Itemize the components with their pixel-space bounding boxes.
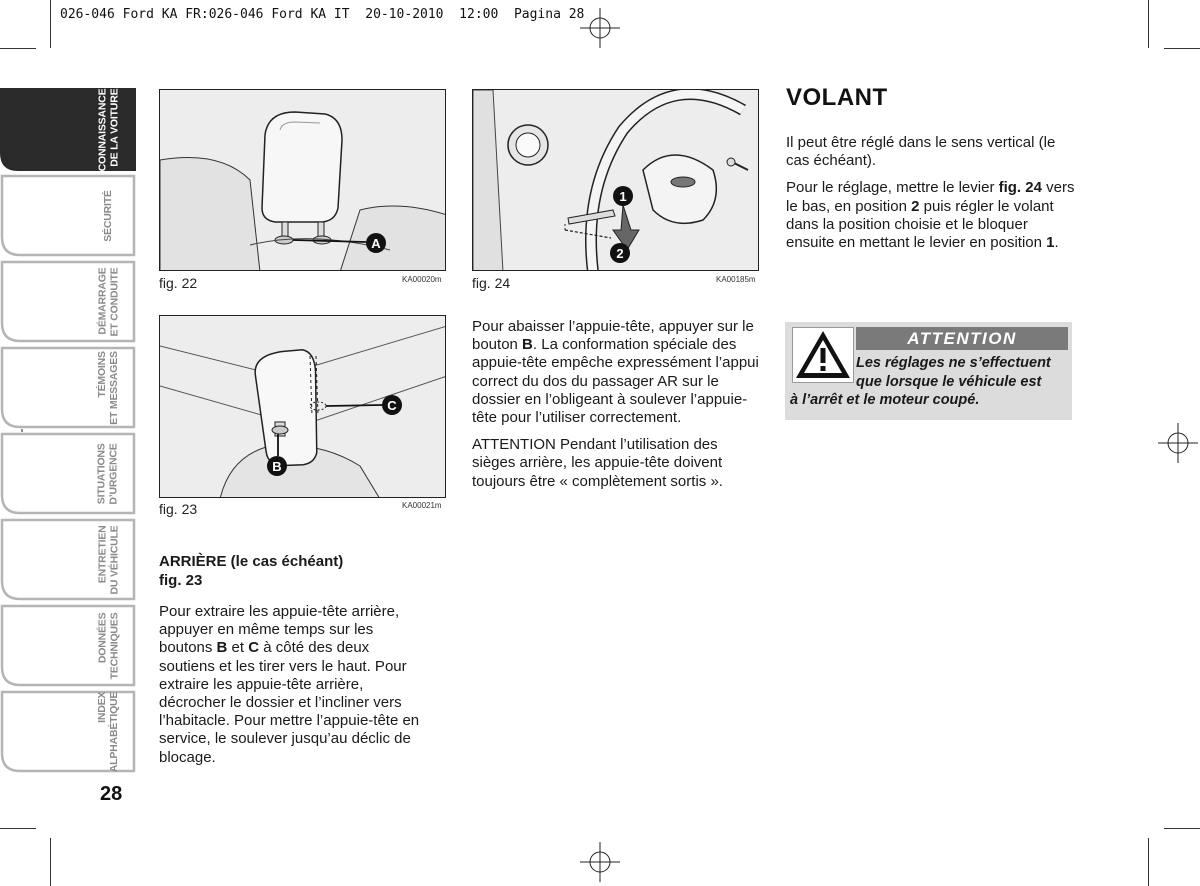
heading-line-1: ARRIÈRE (le cas échéant) xyxy=(159,553,344,570)
callout-c: C xyxy=(387,398,397,413)
figure-22-caption: fig. 22 xyxy=(159,275,198,291)
section-title-volant: VOLANT xyxy=(786,84,888,111)
tab-label: DONNÉES TECHNIQUES xyxy=(96,612,120,679)
tab-entretien[interactable] xyxy=(0,518,136,601)
tab-label: INDEX ALPHABÉTIQUE xyxy=(96,691,120,772)
figure-22-code: KA00020m xyxy=(402,275,442,284)
figure-24-code: KA00185m xyxy=(716,275,756,284)
crop-mark xyxy=(0,48,36,49)
figure-23-caption: fig. 23 xyxy=(159,501,198,517)
lower-headrest-paragraph: Pour abaisser l’appuie-tête, appuyer sur le bouton B. La conformation spéciale des appuie-tête empêche expressément l’appui correct du dos du passager AR sur le dossier en l’obligeant à soulever l’appuie-tête pour l’utiliser correctement. xyxy=(472,318,759,427)
attention-text: Les réglages ne s’effectuent que lorsque le véhicule est à l’arrêt et le moteur coupé. xyxy=(790,355,1051,408)
crop-mark xyxy=(50,838,51,886)
figure-24-caption: fig. 24 xyxy=(472,275,511,291)
attention-title: ATTENTION xyxy=(856,327,1068,350)
print-header: 026-046 Ford KA FR:026-046 Ford KA IT 20-10-2010 12:00 Pagina 28 xyxy=(60,7,585,22)
crop-mark xyxy=(1148,0,1149,48)
figure-23-code: KA00021m xyxy=(402,501,442,510)
registration-mark-icon xyxy=(1158,423,1198,463)
tab-temoins[interactable] xyxy=(0,346,136,429)
figure-22 xyxy=(159,89,446,271)
tab-label: SÉCURITÉ xyxy=(102,189,114,242)
tab-index[interactable] xyxy=(0,690,136,773)
tab-label: DÉMARRAGE ET CONDUITE xyxy=(96,267,120,336)
rear-headrest-heading xyxy=(159,553,343,590)
callout-2: 2 xyxy=(616,246,624,261)
tab-situations[interactable] xyxy=(0,432,136,515)
lower-headrest-text xyxy=(472,318,762,500)
crop-mark xyxy=(1148,838,1149,886)
rear-headrest-paragraph: Pour extraire les appuie-tête arrière, appuyer en même temps sur les boutons B et C à côté des deux soutiens et les tirer vers le haut. Pour extraire les appuie-tête arrière, décrocher le dossier et l’incliner vers l’habitacle. Pour mettre l’appuie-tête en service, le soulever jusqu’au déclic de blocage. xyxy=(159,603,420,766)
heading-line-2: fig. 23 xyxy=(159,571,203,589)
tab-label: TÉMOINS ET MESSAGES xyxy=(96,350,120,425)
crop-mark xyxy=(0,828,36,829)
headrest-illustration xyxy=(160,90,446,271)
callout-a: A xyxy=(371,236,381,251)
attention-box xyxy=(785,322,1072,420)
callout-b: B xyxy=(272,459,282,474)
volant-paragraph-1: Il peut être réglé dans le sens vertical (le cas échéant). xyxy=(786,134,1056,170)
figure-23 xyxy=(159,315,446,498)
tab-label: ENTRETIEN DU VÉHICULE xyxy=(96,525,121,594)
callout-1: 1 xyxy=(619,189,627,204)
rear-headrest-illustration xyxy=(160,316,446,498)
registration-mark-icon xyxy=(580,8,620,48)
volant-paragraph-2: Pour le réglage, mettre le levier fig. 24 vers le bas, en position 2 puis régler le volant dans la position choisie et le bloquer ensuite en mettant le levier en position 1. xyxy=(786,179,1075,252)
volant-text xyxy=(786,134,1076,261)
page-number: 28 xyxy=(100,783,123,805)
tab-connaissance[interactable] xyxy=(0,88,136,171)
tab-securite[interactable] xyxy=(0,174,136,257)
tab-demarrage[interactable] xyxy=(0,260,136,343)
registration-mark-icon xyxy=(580,842,620,882)
attention-seats-paragraph: ATTENTION Pendant l’utilisation des sièges arrière, les appuie-tête doivent toujours être « complètement sortis ». xyxy=(472,436,723,490)
tab-donnees[interactable] xyxy=(0,604,136,687)
steering-wheel-illustration xyxy=(473,90,759,271)
crop-mark xyxy=(1164,48,1200,49)
crop-mark xyxy=(50,0,51,48)
figure-24 xyxy=(472,89,759,271)
crop-mark xyxy=(1164,828,1200,829)
tab-label: CONNAISSANCE DE LA VOITURE xyxy=(96,88,120,171)
tab-label: SITUATIONS D’URGENCE xyxy=(96,442,120,505)
